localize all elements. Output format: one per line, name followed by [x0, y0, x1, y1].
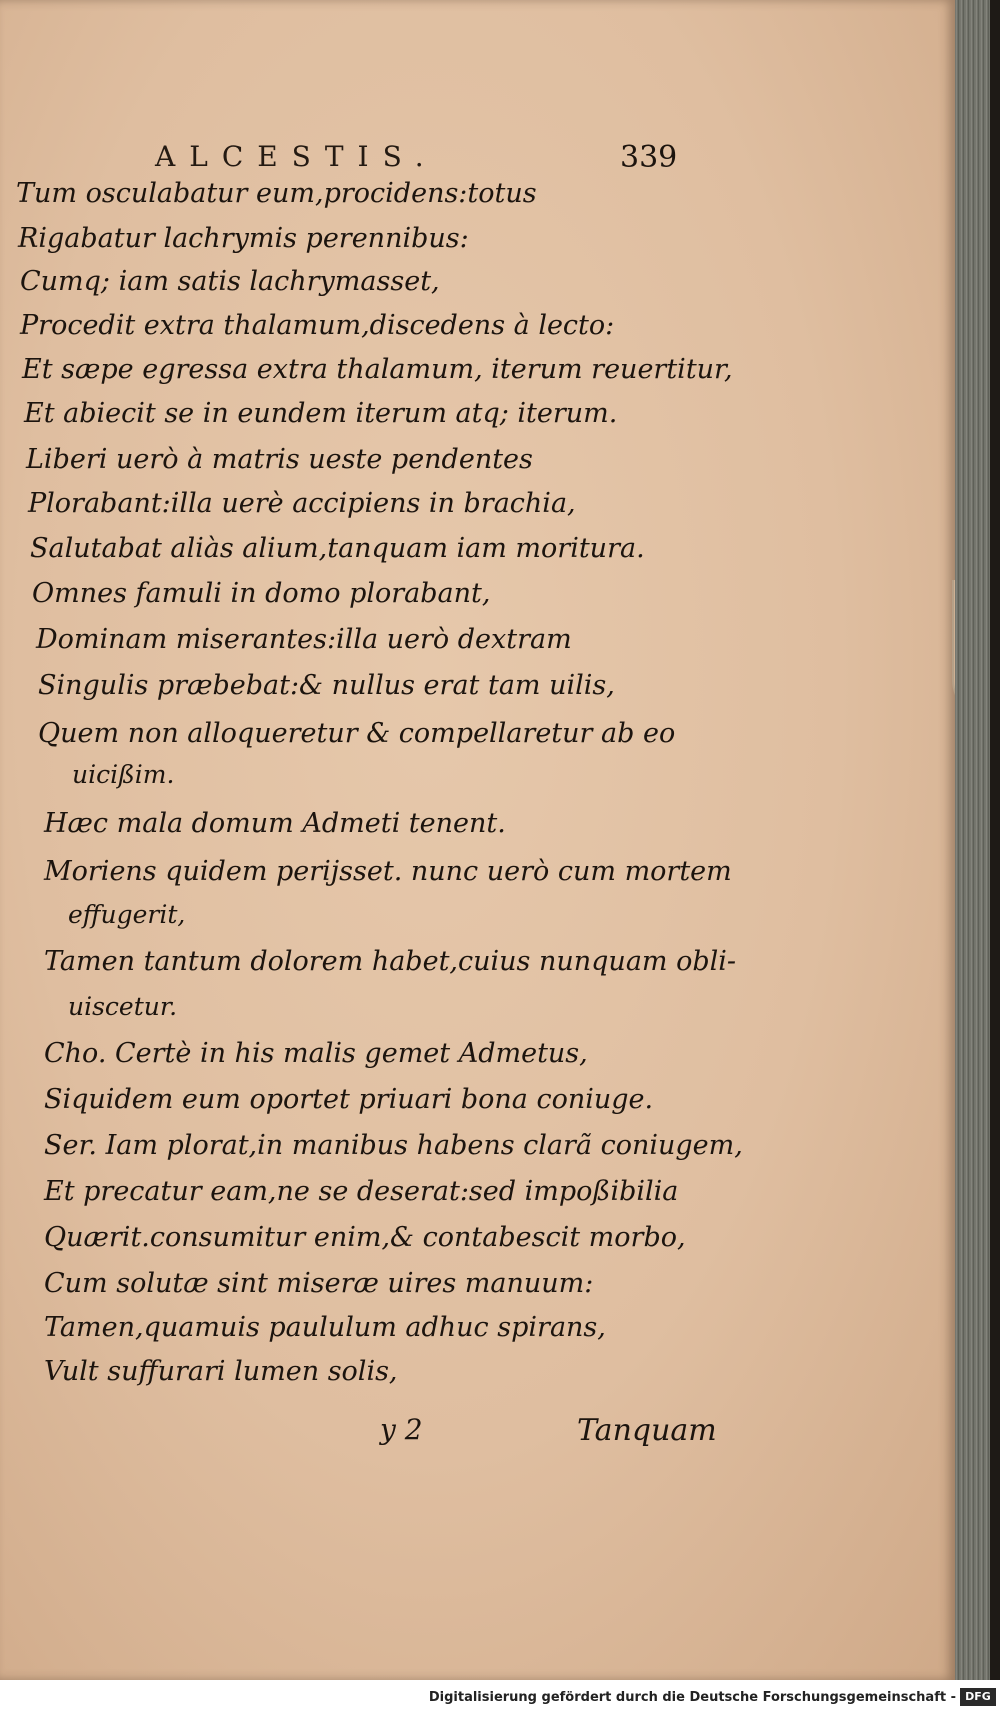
verse-line: Procedit extra thalamum,discedens à lecto:: [20, 310, 615, 341]
verse-line: Liberi uerò à matris ueste pendentes: [26, 444, 533, 475]
running-head: ALCESTIS.: [155, 140, 438, 173]
page-number: 339: [620, 140, 678, 175]
verse-line: Et sæpe egressa extra thalamum, iterum reuertitur,: [22, 354, 733, 385]
verse-line: Omnes famuli in domo plorabant,: [32, 578, 491, 609]
verse-continuation: uicißim.: [72, 760, 175, 789]
verse-line: Ser. Iam plorat,in manibus habens clarã coniugem,: [44, 1130, 743, 1161]
verse-line: Singulis præbebat:& nullus erat tam uilis,: [38, 670, 615, 701]
digitization-footer: [0, 1680, 1000, 1716]
verse-line: Cho. Certè in his malis gemet Admetus,: [44, 1038, 588, 1069]
verse-line: Siquidem eum oportet priuari bona coniuge.: [44, 1084, 654, 1115]
verse-continuation: effugerit,: [68, 900, 186, 929]
verse-line: Et precatur eam,ne se deserat:sed impoßibilia: [44, 1176, 679, 1207]
verse-line: Quærit.consumitur enim,& contabescit morbo,: [44, 1222, 686, 1253]
verse-line: Cumq; iam satis lachrymasset,: [20, 266, 440, 297]
verse-continuation: uiscetur.: [68, 992, 178, 1021]
verse-line: Hæc mala domum Admeti tenent.: [44, 808, 506, 839]
verse-line: Tum osculabatur eum,procidens:totus: [16, 178, 537, 209]
verse-line: Salutabat aliàs alium,tanquam iam moritura.: [30, 533, 645, 564]
dfg-logo: DFG: [960, 1688, 996, 1706]
verse-line: Et abiecit se in eundem iterum atq; iterum.: [24, 398, 618, 429]
verse-line: Tamen tantum dolorem habet,cuius nunquam obli-: [44, 946, 737, 977]
footer-credit: Digitalisierung gefördert durch die Deutsche Forschungsgemeinschaft -: [428, 1690, 956, 1705]
verse-line: Moriens quidem perijsset. nunc uerò cum mortem: [44, 856, 732, 887]
verse-line: Quem non alloqueretur & compellaretur ab eo: [38, 718, 676, 749]
verse-line: Plorabant:illa uerè accipiens in brachia,: [28, 488, 576, 519]
verse-line: Vult suffurari lumen solis,: [44, 1356, 398, 1387]
verse-line: Rigabatur lachrymis perennibus:: [18, 223, 469, 254]
book-cover-edge: [990, 0, 1000, 1680]
catchword: Tanquam: [577, 1413, 717, 1448]
verse-line: Tamen,quamuis paululum adhuc spirans,: [44, 1312, 606, 1343]
signature-mark: y 2: [380, 1413, 423, 1446]
verse-line: Cum solutæ sint miseræ uires manuum:: [44, 1268, 594, 1299]
verse-line: Dominam miserantes:illa uerò dextram: [36, 624, 572, 655]
